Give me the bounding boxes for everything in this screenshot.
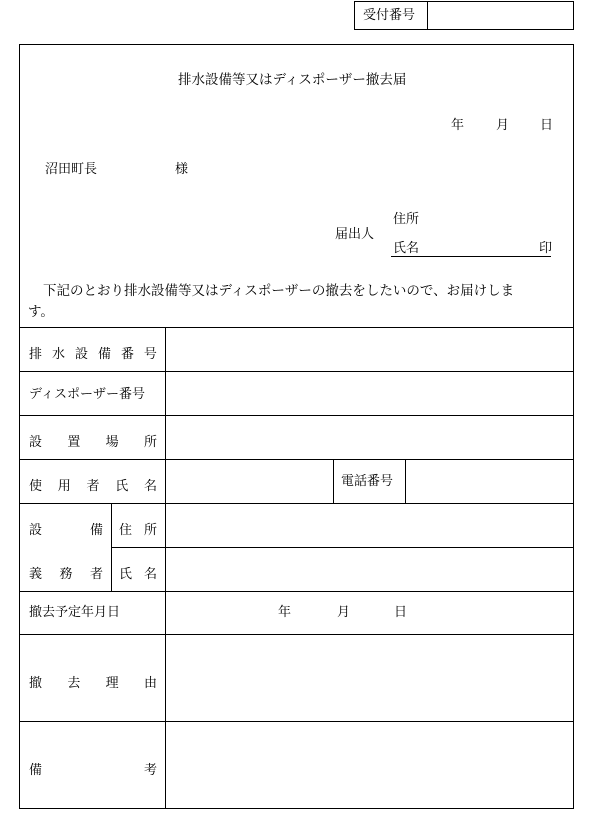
user-name-field[interactable] xyxy=(167,461,332,502)
applicant-name-field[interactable] xyxy=(425,238,535,256)
obligor-label-top: 設 備 xyxy=(29,523,103,538)
form-title: 排水設備等又はディスポーザー撤去届 xyxy=(178,72,407,88)
applicant-label: 届出人 xyxy=(335,227,375,242)
removal-reason-field[interactable] xyxy=(167,636,572,720)
disposer-number-label: ディスポーザー番号 xyxy=(29,387,145,402)
obligor-label-bottom: 義 務 者 xyxy=(29,567,103,582)
applicant-signature-line xyxy=(391,256,551,257)
obligor-name-field[interactable] xyxy=(167,549,572,590)
receipt-number-field[interactable] xyxy=(429,3,572,28)
receipt-number-label: 受付番号 xyxy=(363,8,416,23)
remarks-field[interactable] xyxy=(167,723,572,807)
statement-line-2: す。 xyxy=(28,304,54,320)
removal-date-month-label: 月 xyxy=(337,605,351,620)
drainage-number-label: 排 水 設 備 番 号 xyxy=(29,347,157,362)
user-name-label: 使 用 者 氏 名 xyxy=(29,479,157,494)
date-day-label: 日 xyxy=(540,118,554,133)
date-year-label: 年 xyxy=(451,118,465,133)
obligor-address-label: 住 所 xyxy=(119,523,157,538)
drainage-number-field[interactable] xyxy=(167,329,572,370)
removal-date-field[interactable] xyxy=(167,593,572,633)
obligor-address-field[interactable] xyxy=(167,505,572,546)
phone-label: 電話番号 xyxy=(341,474,394,489)
removal-date-year-label: 年 xyxy=(278,605,292,620)
addressee-honorific: 様 xyxy=(175,162,189,177)
applicant-address-field[interactable] xyxy=(425,209,553,229)
remarks-label: 備 考 xyxy=(29,763,157,778)
seal-mark: 印 xyxy=(539,241,553,256)
statement-line-1: 下記のとおり排水設備等又はディスポーザーの撤去をしたいので、お届けしま xyxy=(43,283,515,299)
applicant-name-label: 氏名 xyxy=(393,241,420,256)
applicant-address-label: 住所 xyxy=(393,212,420,227)
obligor-name-label: 氏 名 xyxy=(119,567,157,582)
disposer-number-field[interactable] xyxy=(167,373,572,414)
removal-reason-label: 撤 去 理 由 xyxy=(29,676,157,691)
phone-field[interactable] xyxy=(407,461,572,502)
location-label: 設 置 場 所 xyxy=(29,435,157,450)
location-field[interactable] xyxy=(167,417,572,458)
removal-date-day-label: 日 xyxy=(394,605,408,620)
addressee-name: 沼田町長 xyxy=(45,162,98,177)
date-month-label: 月 xyxy=(496,118,510,133)
removal-date-label: 撤去予定年月日 xyxy=(29,605,121,620)
